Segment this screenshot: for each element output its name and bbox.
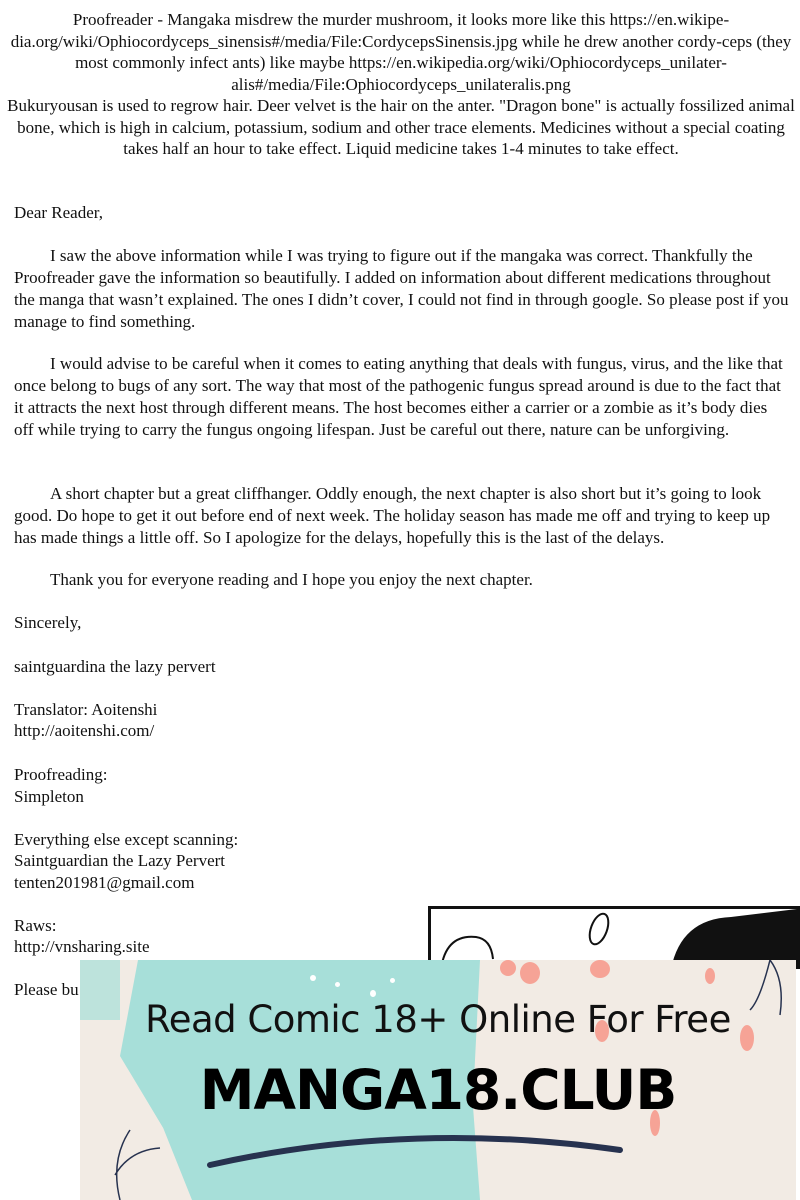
medicine-note: Bukuryousan is used to regrow hair. Deer velvet is the hair on the anter. "Dragon bone" is actually fossilized animal bone, which is high in calcium, potassium, sodium and other trace elements. Medicines without a special coating takes half an hour to take effect. Liquid medicine takes 1-4 minutes to take effect. <box>7 96 795 159</box>
banner-brand-logo[interactable]: MANGA18.CLUB <box>199 1058 677 1122</box>
letter-paragraph: I would advise to be careful when it comes to eating anything that deals with fungus, virus, and the like that once belong to bugs of any sort. The way that most of the pathogenic fungus spread around is due to the fact that it attracts the next host through different means. The host becomes either a carrier or a zombie as it’s body dies off while trying to carry the fungus ongoing lifespan. Just be careful out there, nature can be unforgiving. <box>14 354 783 439</box>
else-label: Everything else except scanning: <box>14 830 239 849</box>
proofreading-label: Proofreading: <box>14 765 108 784</box>
letter-paragraph: A short chapter but a great cliffhanger. Oddly enough, the next chapter is also short but it’s going to look good. Do hope to get it out before end of next week. The holiday season has made me off and trying to keep up has made things a little off. So I apologize for the delays, hopefully this is the last of the delays. <box>14 484 771 547</box>
truncated-text: Please bu <box>14 980 79 999</box>
promo-banner[interactable] <box>80 960 796 1200</box>
raws-label: Raws: <box>14 916 57 935</box>
signature: saintguardina the lazy pervert <box>14 657 216 676</box>
raws-url: http://vnsharing.site <box>14 937 150 956</box>
closing: Sincerely, <box>14 613 82 632</box>
else-name: Saintguardian the Lazy Pervert <box>14 851 226 870</box>
translator-label: Translator: Aoitenshi <box>14 700 158 719</box>
letter-paragraph: I saw the above information while I was trying to figure out if the mangaka was correct. Thankfully the Proofreader gave the information so beautifully. I added on information about different medications throughout the manga that wasn’t explained. The ones I didn’t cover, I could not find in through google. So please post if you manage to find something. <box>14 246 789 331</box>
greeting: Dear Reader, <box>14 203 103 222</box>
banner-tagline: Read Comic 18+ Online For Free <box>145 998 731 1041</box>
letter-paragraph: Thank you for everyone reading and I hope you enjoy the next chapter. <box>50 570 533 589</box>
proofreader-note: Proofreader - Mangaka misdrew the murder mushroom, it looks more like this https://en.wikipe-dia.org/wiki/Ophiocordyceps_sinensis#/media/File:CordycepsSinensis.jpg while he drew another cordy-ceps (they most commonly infect ants) like maybe https://en.wikipedia.org/wiki/Ophiocordyceps_unilater-alis#/media/File:Ophiocordyceps_unilateralis.png <box>10 10 792 94</box>
translator-url: http://aoitenshi.com/ <box>14 721 155 740</box>
else-email: tenten201981@gmail.com <box>14 873 195 892</box>
proofreading-name: Simpleton <box>14 787 84 806</box>
